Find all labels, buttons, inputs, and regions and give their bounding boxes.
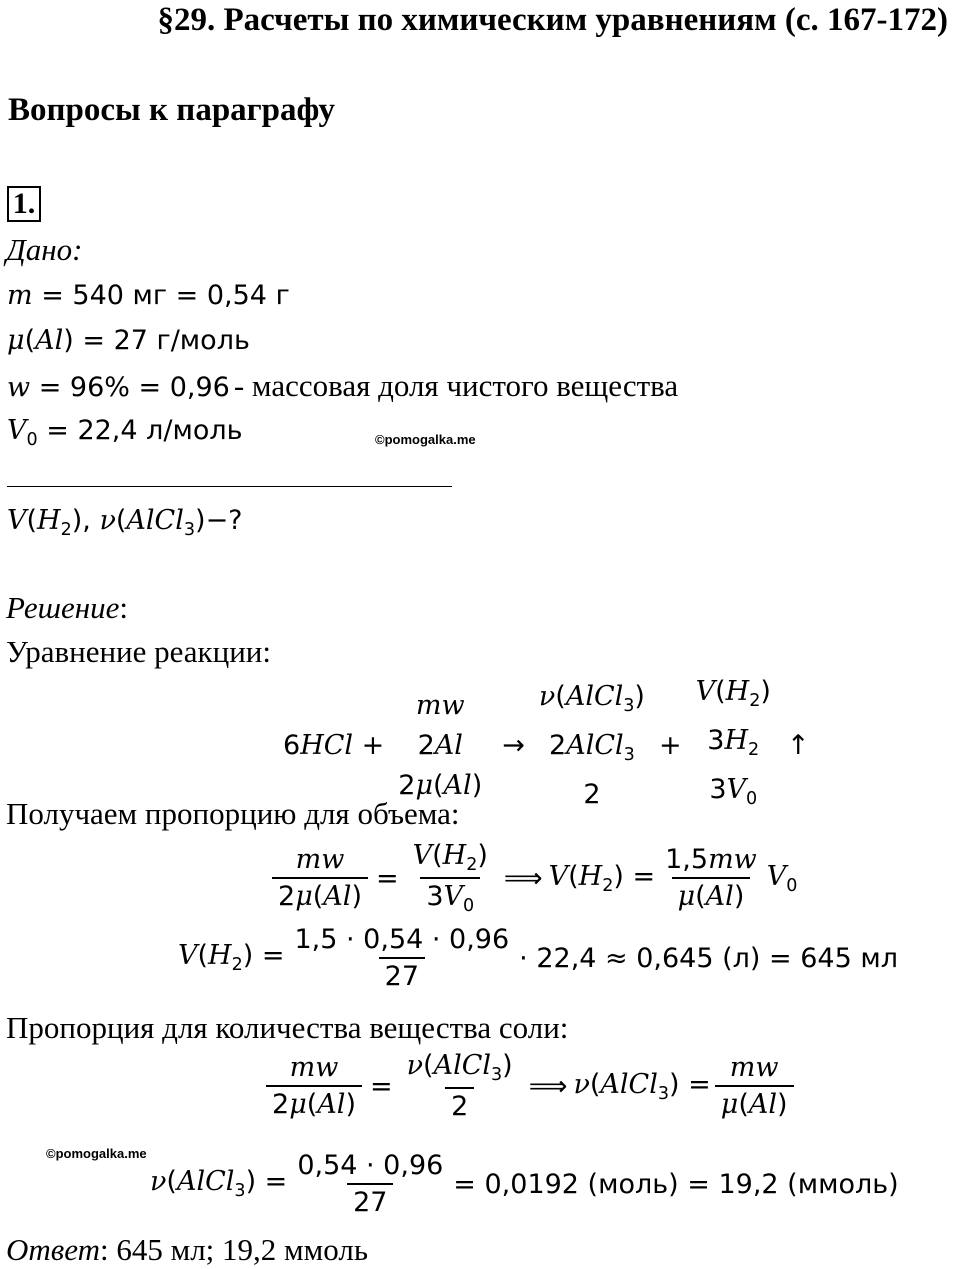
page-title: §29. Расчеты по химическим уравнениям (с. 167-172) — [157, 2, 948, 38]
section-heading: Вопросы к параграфу — [8, 92, 336, 128]
given-mass-fraction: w = 96% = 0,96 - массовая доля чистого вещества — [7, 368, 679, 403]
task-number-box: 1. — [7, 186, 41, 222]
answer-label: Ответ — [6, 1232, 100, 1267]
given-molar-volume: $V_0 = 22,4$ л/моль — [7, 415, 243, 451]
volume-proportion: $\frac{mw}{2\mu(Al)}$ = $\frac{V(H_2)}{3V_0}$ ⟹ $V(H_2)$ = $\frac{1,5mw}{\mu(Al)}$ $V_0$ — [268, 840, 797, 916]
reaction-equation: 6HCl + mw 2Al 2μ(Al) → ν(AlCl$_3$) 2AlCl$_3$ 2 + $V(H_2)$ $3H_2$ $3V_0$ ↑ — [283, 676, 810, 810]
proportion-volume-title: Получаем пропорцию для объема: — [6, 796, 460, 831]
given-molar-mass: μ(Al) = 27 г/моль — [7, 325, 250, 356]
answer-line — [6, 1232, 368, 1268]
find-line: $V(H_2)$, ν(AlCl$_3$)−? — [7, 505, 243, 541]
given-label: Дано: — [6, 232, 83, 267]
reaction-title: Уравнение реакции: — [6, 634, 271, 669]
salt-proportion: $\frac{mw}{2\mu(Al)}$ = $\frac{\nu(AlCl_3)}{2}$ ⟹ ν(AlCl$_3$) = $\frac{mw}{\mu(Al)}$ — [262, 1050, 798, 1122]
given-mass: m = 540 мг = 0,54 г — [7, 280, 290, 311]
watermark-2: ©pomogalka.me — [46, 1146, 147, 1161]
given-divider — [7, 486, 452, 487]
watermark: ©pomogalka.me — [375, 432, 476, 447]
answer-text: : 645 мл; 19,2 ммоль — [99, 1232, 368, 1267]
solution-label: Решение: — [6, 590, 128, 625]
proportion-salt-title: Пропорция для количества вещества соли: — [6, 1010, 569, 1045]
salt-calculation: ν(AlCl$_3$) = $\frac{0,54 \cdot 0,96}{27}$ = 0,0192 (моль) = 19,2 (ммоль) — [150, 1150, 899, 1218]
volume-calculation: $V(H_2)$ = $\frac{1,5 \cdot 0,54 \cdot 0,96}{27}$ · 22,4 ≈ 0,645 (л) = 645 мл — [178, 924, 898, 992]
